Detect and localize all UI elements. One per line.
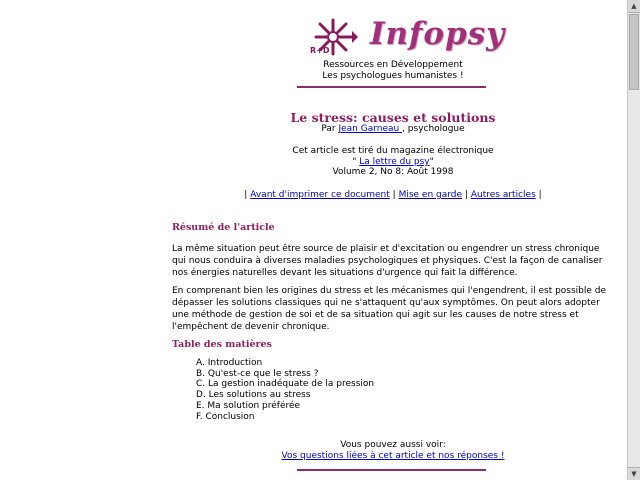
nav-links	[0, 190, 640, 200]
toc-item: C. La gestion inadéquate de la pression	[196, 379, 375, 390]
see-also-label: Vous pouvez aussi voir:	[340, 440, 446, 450]
summary-paragraph-1: La même situation peut être source de plaisir et d'excitation ou engendrer un stress chronique qui nous conduira à diverses maladies psychologiques et physiques. C'est la façon de canaliser nos énergies naturelles devant les situations d'urgence qui fait la différence.	[172, 244, 603, 278]
toc-item: F. Conclusion	[196, 411, 255, 422]
nav-separator: |	[392, 190, 396, 200]
nav-separator: |	[538, 190, 542, 200]
magazine-link[interactable]: La lettre du psy	[359, 157, 430, 167]
divider-top	[297, 86, 486, 88]
print-link[interactable]: Avant d'imprimer ce document	[250, 190, 390, 200]
toc-item: E. Ma solution préférée	[196, 400, 301, 411]
warning-link[interactable]: Mise en garde	[398, 190, 463, 200]
summary-paragraph-2: En comprenant bien les origines du stress et les mécanismes qui l'engendrent, il est possible de dépasser les solutions classiques qui ne s'attaquent qu'aux symptômes. On peut alors adopter une méthode de gestion de soi et de sa situation qui agit sur les causes de notre stress et l'empêchent de devenir chronique.	[172, 286, 607, 332]
tagline-1: Ressources en Développement	[323, 60, 463, 70]
byline	[0, 124, 640, 134]
related-questions-link[interactable]: Vos questions liées à cet article et nos réponses !	[281, 451, 505, 461]
nav-separator: |	[464, 190, 468, 200]
summary-heading: Résumé de l'article	[172, 222, 275, 233]
tagline-2: Les psychologues humanistes !	[322, 71, 464, 81]
toc-item: A. Introduction	[196, 358, 263, 368]
toc-heading: Table des matières	[172, 339, 272, 350]
quote-open: "	[352, 157, 357, 167]
toc-item: D. Les solutions au stress	[196, 390, 311, 401]
author-link[interactable]: Jean Garneau	[338, 124, 403, 134]
other-articles-link[interactable]: Autres articles	[470, 190, 536, 200]
logo-text: Infopsy	[370, 16, 506, 52]
scroll-down-icon[interactable]: ▼	[628, 467, 640, 480]
magazine-line	[0, 157, 640, 167]
scroll-up-icon[interactable]: ▲	[628, 0, 640, 13]
toc-list	[196, 358, 374, 422]
byline-suffix: , psychologue	[402, 124, 465, 134]
related-line	[0, 451, 640, 461]
divider-bottom	[297, 469, 486, 471]
vertical-scrollbar[interactable]	[627, 0, 640, 480]
page-title: Le stress: causes et solutions	[290, 110, 496, 125]
toc-item: B. Qu'est-ce que le stress ?	[196, 368, 319, 379]
byline-prefix: Par	[321, 124, 336, 134]
logo-badge: R+D	[310, 46, 330, 55]
scroll-thumb[interactable]	[629, 14, 639, 90]
infopsy-logo[interactable]	[308, 14, 506, 60]
volume-line: Volume 2, No 8: Août 1998	[332, 167, 454, 177]
nav-separator: |	[244, 190, 248, 200]
source-line: Cet article est tiré du magazine électronique	[292, 146, 494, 156]
quote-close: "	[429, 157, 434, 167]
